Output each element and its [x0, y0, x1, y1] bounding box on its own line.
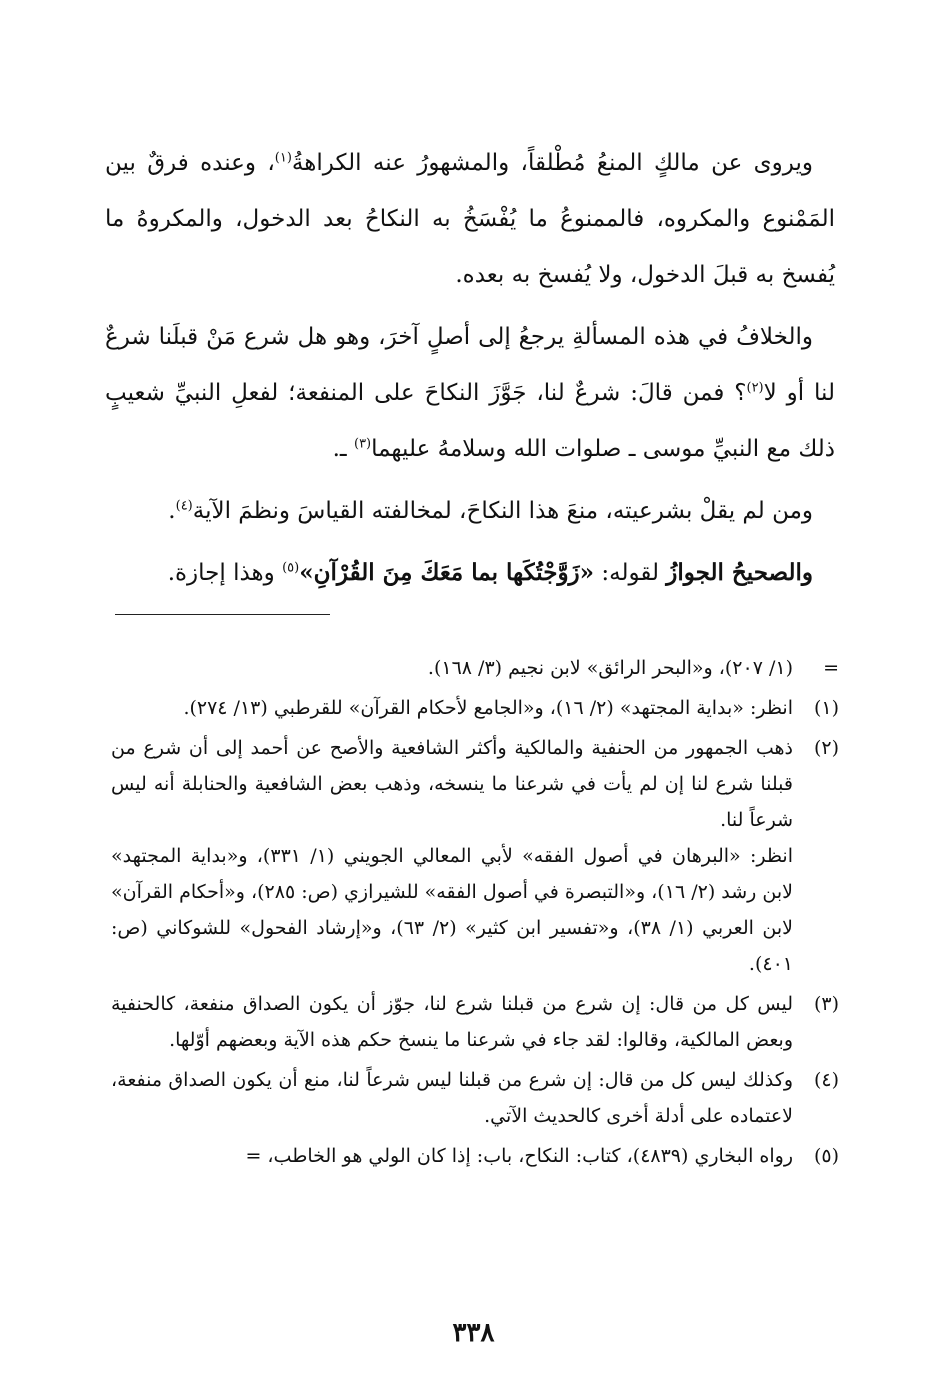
footnote-number: (١)	[813, 697, 839, 719]
paragraph-1	[105, 135, 835, 303]
paragraph-3	[105, 483, 835, 539]
bold-phrase: والصحيحُ الجوازُ	[666, 559, 813, 586]
paragraph-text: ؟ فمن قالَ: شرعٌ لنا، جَوَّزَ النكاحَ على المنفعة؛ لفعلِ النبيِّ شعيبٍ ذلك مع النبيِّ موسى ـ صلوات الله وسلامهُ عليهما	[105, 380, 835, 462]
footnote-continued	[111, 650, 839, 686]
footnote-number: (٥)	[813, 1145, 839, 1167]
quoted-hadith: «زَوَّجْتُكَها بما مَعَكَ مِنَ القُرْآنِ»	[299, 559, 595, 586]
footnote-ref: (١)	[274, 150, 292, 166]
footnote-text: انظر: «البرهان في أصول الفقه» لأبي المعالي الجويني (١/ ٣٣١)، و«بداية المجتهد» لابن رشد (٢/ ١٦)، و«التبصرة في أصول الفقه» للشيرازي (ص: ٢٨٥)، و«أحكام القرآن» لابن العربي (١/ ٣٨)، و«تفسير ابن كثير» (٢/ ٦٣)، و«إرشاد الفحول» للشوكاني (ص: ٤٠١).	[111, 845, 793, 975]
paragraph-text: وهذا إجازة.	[167, 560, 283, 586]
footnote-1	[111, 690, 839, 726]
footnote-separator	[115, 614, 330, 615]
paragraph-text: لقوله:	[594, 560, 667, 586]
footnote-number: (٢)	[813, 737, 839, 759]
footnote-number: (٤)	[813, 1069, 839, 1091]
footnotes	[111, 650, 839, 1178]
paragraph-text: ، وعنده فرقٌ بين المَمْنوع والمكروه، فالممنوعُ ما يُفْسَخُ به النكاحُ بعد الدخول، والمكروهُ ما يُفسخ به قبلَ الدخول، ولا يُفسخ به بعده.	[105, 150, 835, 288]
paragraph-text: والخلافُ في هذه المسألةِ يرجعُ إلى أصلٍ آخرَ، وهو هل شرع مَنْ قبلَنا شرعٌ لنا أو لا	[105, 324, 835, 406]
paragraph-4	[105, 545, 835, 601]
footnote-2	[111, 730, 839, 982]
paragraph-text: .	[168, 498, 176, 524]
footnote-text: انظر: «بداية المجتهد» (٢/ ١٦)، و«الجامع لأحكام القرآن» للقرطبي (١٣/ ٢٧٤).	[183, 697, 793, 719]
page-number: ٣٣٨	[452, 1318, 495, 1348]
paragraph-text: ويروى عن مالكٍ المنعُ مُطْلقاً، والمشهورُ عنه الكراهةُ	[291, 150, 813, 176]
footnote-text: وكذلك ليس كل من قال: إن شرع من قبلنا ليس شرعاً لنا، منع أن يكون الصداق منفعة، لاعتماده على أدلة أخرى كالحديث الآتي.	[111, 1069, 793, 1127]
paragraph-text: ومن لم يقلْ بشرعيته، منعَ هذا النكاحَ، لمخالفته القياسَ ونظمَ الآية	[192, 498, 813, 524]
footnote-body	[111, 730, 793, 982]
footnote-5	[111, 1138, 839, 1174]
footnote-body	[111, 986, 793, 1058]
footnote-ref: (٥)	[282, 560, 300, 576]
footnote-body	[111, 690, 793, 726]
footnote-ref: (٤)	[175, 498, 193, 514]
footnote-number: =	[823, 657, 839, 679]
footnote-ref: (٢)	[746, 380, 764, 396]
main-text	[105, 135, 835, 607]
footnote-text: ليس كل من قال: إن شرع من قبلنا شرع لنا، جوّز أن يكون الصداق منفعة، كالحنفية وبعض المالكية، وقالوا: لقد جاء في شرعنا ما ينسخ حكم هذه الآية وبعضهم أوّلها.	[111, 993, 793, 1051]
paragraph-2	[105, 309, 835, 477]
footnote-text: (١/ ٢٠٧)، و«البحر الرائق» لابن نجيم (٣/ ١٦٨).	[427, 657, 793, 679]
footnote-3	[111, 986, 839, 1058]
footnote-body	[111, 650, 793, 686]
footnote-text: رواه البخاري (٤٨٣٩)، كتاب: النكاح، باب: إذا كان الولي هو الخاطب، =	[245, 1145, 793, 1167]
footnote-text: ذهب الجمهور من الحنفية والمالكية وأكثر الشافعية والأصح عن أحمد إلى أن شرع من قبلنا شرع لنا إن لم يأت في شرعنا ما ينسخه، وذهب بعض الشافعية والحنابلة أنه ليس شرعاً لنا.	[111, 737, 793, 831]
footnote-number: (٣)	[813, 993, 839, 1015]
footnote-ref: (٣)	[353, 436, 372, 452]
paragraph-text: ـ.	[332, 436, 354, 462]
footnote-body	[111, 1062, 793, 1134]
footnote-body	[111, 1138, 793, 1174]
footnote-4	[111, 1062, 839, 1134]
